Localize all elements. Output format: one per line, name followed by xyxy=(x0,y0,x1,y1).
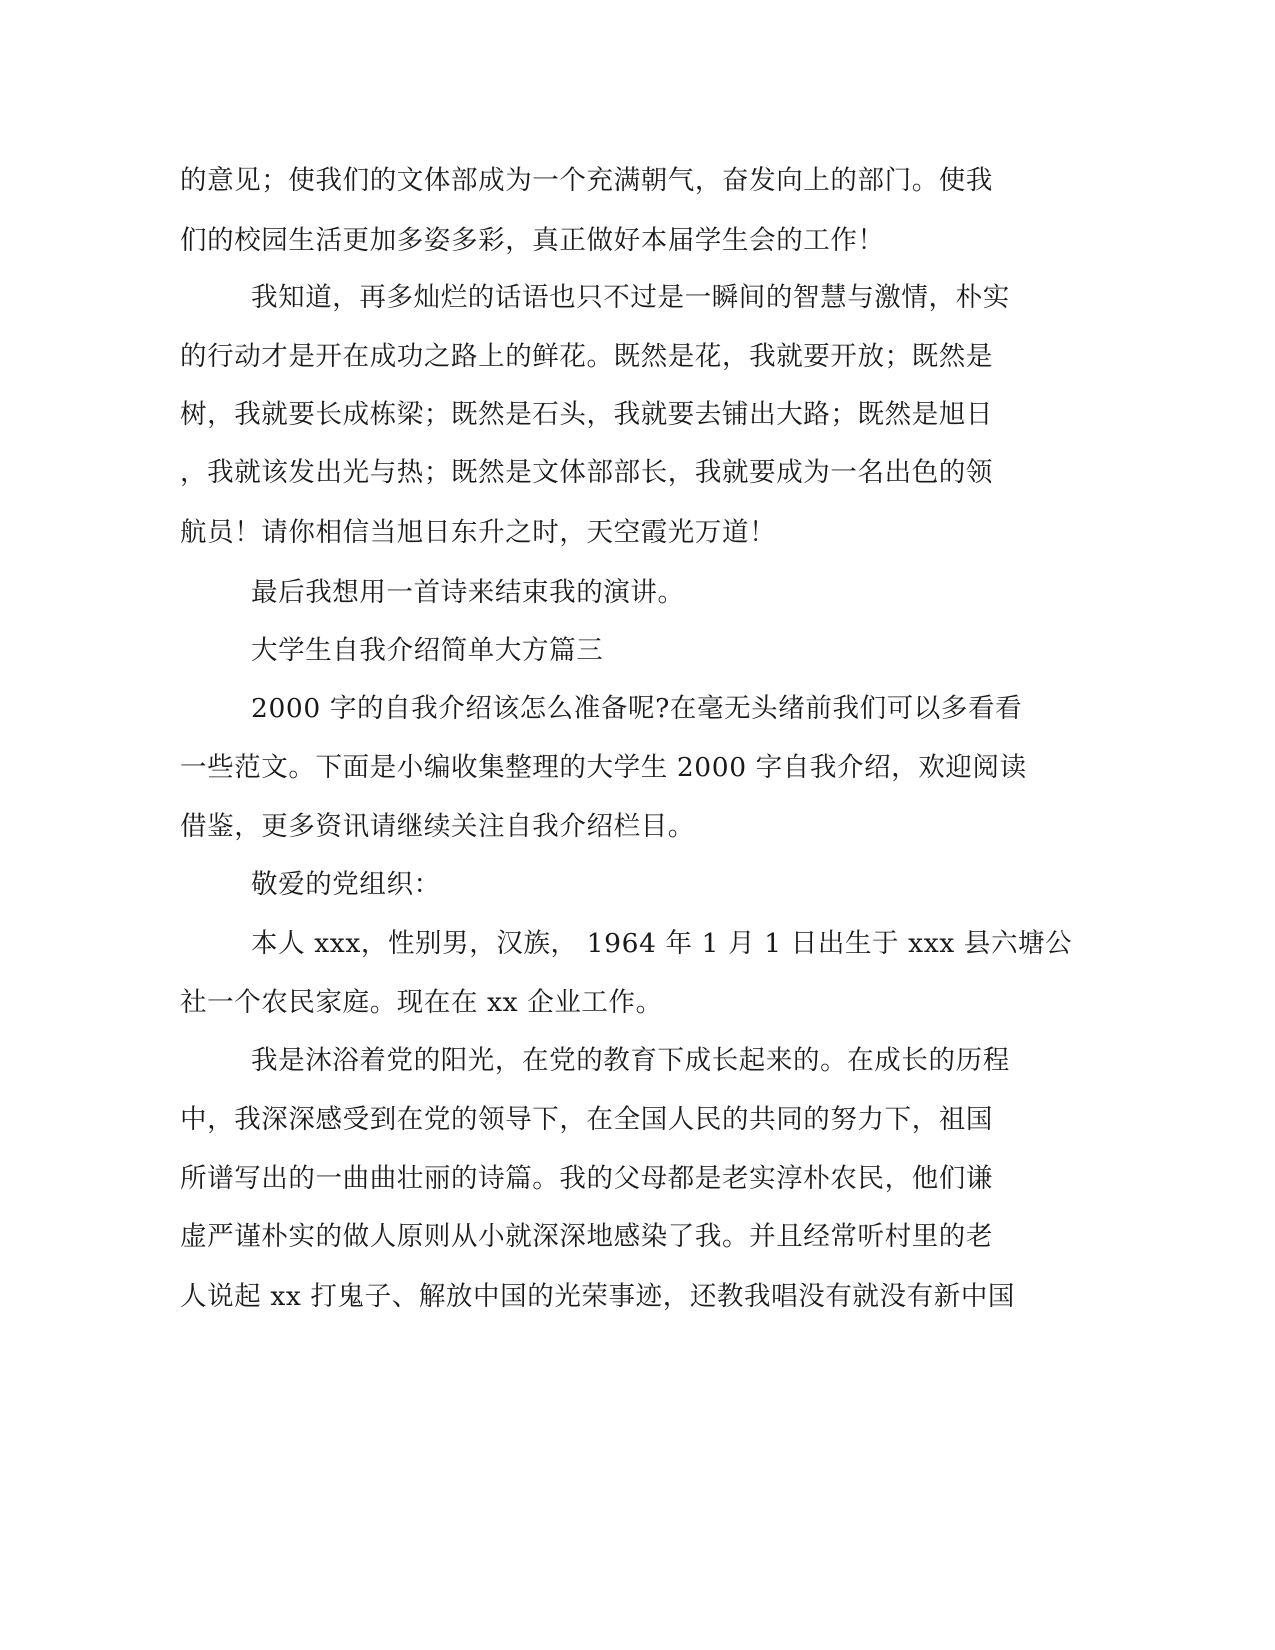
text-line: 一些范文。下面是小编收集整理的大学生 2000 字自我介绍，欢迎阅读 xyxy=(180,752,1027,783)
text-line: 中，我深深感受到在党的领导下，在全国人民的共同的努力下，祖国 xyxy=(180,1104,993,1135)
salutation: 敬爱的党组织： xyxy=(251,869,441,900)
section-heading: 大学生自我介绍简单大方篇三 xyxy=(251,635,604,666)
text-line: 社一个农民家庭。现在在 xx 企业工作。 xyxy=(180,987,663,1018)
text-line: 树，我就要长成栋梁；既然是石头，我就要去铺出大路；既然是旭日 xyxy=(180,399,993,430)
text-line: 所谱写出的一曲曲壮丽的诗篇。我的父母都是老实淳朴农民，他们谦 xyxy=(180,1163,993,1194)
paragraph-start-line: 我知道，再多灿烂的话语也只不过是一瞬间的智慧与激情，朴实 xyxy=(251,282,1010,313)
text-line: 航员！请你相信当旭日东升之时，天空霞光万道！ xyxy=(180,517,777,548)
paragraph-start-line: 2000 字的自我介绍该怎么准备呢?在毫无头绪前我们可以多看看 xyxy=(251,693,1023,724)
text-line: ，我就该发出光与热；既然是文体部部长，我就要成为一名出色的领 xyxy=(180,457,993,488)
paragraph-start-line: 我是沐浴着党的阳光，在党的教育下成长起来的。在成长的历程 xyxy=(251,1045,1010,1076)
text-line: 虚严谨朴实的做人原则从小就深深地感染了我。并且经常听村里的老 xyxy=(180,1221,993,1252)
paragraph-start-line: 本人 xxx，性别男，汉族， 1964 年 1 月 1 日出生于 xxx 县六塘公 xyxy=(251,928,1073,959)
text-line: 的行动才是开在成功之路上的鲜花。既然是花，我就要开放；既然是 xyxy=(180,341,993,372)
text-line: 的意见；使我们的文体部成为一个充满朝气，奋发向上的部门。使我 xyxy=(180,165,993,196)
text-line: 人说起 xx 打鬼子、解放中国的光荣事迹，还教我唱没有就没有新中国 xyxy=(180,1281,1016,1312)
text-line: 借鉴，更多资讯请继续关注自我介绍栏目。 xyxy=(180,811,695,842)
text-line: 们的校园生活更加多姿多彩，真正做好本届学生会的工作！ xyxy=(180,225,885,256)
paragraph-start-line: 最后我想用一首诗来结束我的演讲。 xyxy=(251,577,685,608)
